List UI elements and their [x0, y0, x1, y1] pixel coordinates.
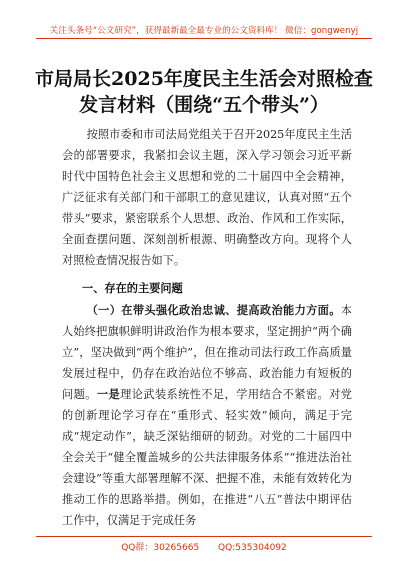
paragraph-text-a: 本人始终把旗帜鲜明讲政治作为根本要求，坚定拥护“两个确立”，坚决做到“两个维护”，但在推动司法行政工作高质量发展过程中，仍存在政治站位不够高、政治能力有短板的问题。: [62, 304, 352, 401]
section-heading: 一、存在的主要问题: [82, 282, 183, 295]
footer-qq-group: QQ群：30265665: [121, 543, 200, 553]
point-marker: 一是: [96, 387, 121, 401]
sub-heading: （一）在带头强化政治忠诚、提高政治能力方面。: [86, 304, 341, 317]
paragraph-text-b: 理论武装系统性不足，学用结合不紧密。对党的创新理论学习存在“重形式、轻实效”倾向，满足于完成“规定动作”，缺乏深钻细研的韧劲。对党的二十届四中全会关于“健全覆盖城乡的公共法律服务体系”“推进法治社会建设”等重大部署理解不深、把握不准，未能有效转化为推动工作的思路举措。例如，在推进“八五”普法中期评估工作中，仅满足于完成任务: [62, 388, 352, 527]
header-promo: 关注头条号“公文研究”，获得最新最全最专业的公文资料库！ 微信：gongwenyj: [49, 26, 359, 36]
intro-paragraph: 按照市委和市司法局党组关于召开2025年度民主生活会的部署要求，我紧扣会议主题，深入学习领会习近平新时代中国特色社会主义思想和党的二十届四中全会精神，广泛征求有关部门和干部职工的意见建议，认真对照“五个带头”要求，紧密联系个人思想、政治、作风和工作实际，全面查摆问题、深刻剖析根源、明确整改方向。现将个人对照检查情况报告如下。: [62, 128, 352, 267]
title-line-2: 发言材料（围绕“五个带头”）: [79, 94, 329, 116]
header-divider: [36, 38, 372, 39]
footer-divider: [36, 536, 372, 537]
title-line-1: 市局局长2025年度民主生活会对照检查: [35, 68, 373, 90]
document-title: [30, 66, 378, 118]
footer-contacts: [0, 540, 408, 553]
section-paragraph: [62, 300, 352, 531]
footer-qq: QQ:535304092: [218, 543, 287, 553]
